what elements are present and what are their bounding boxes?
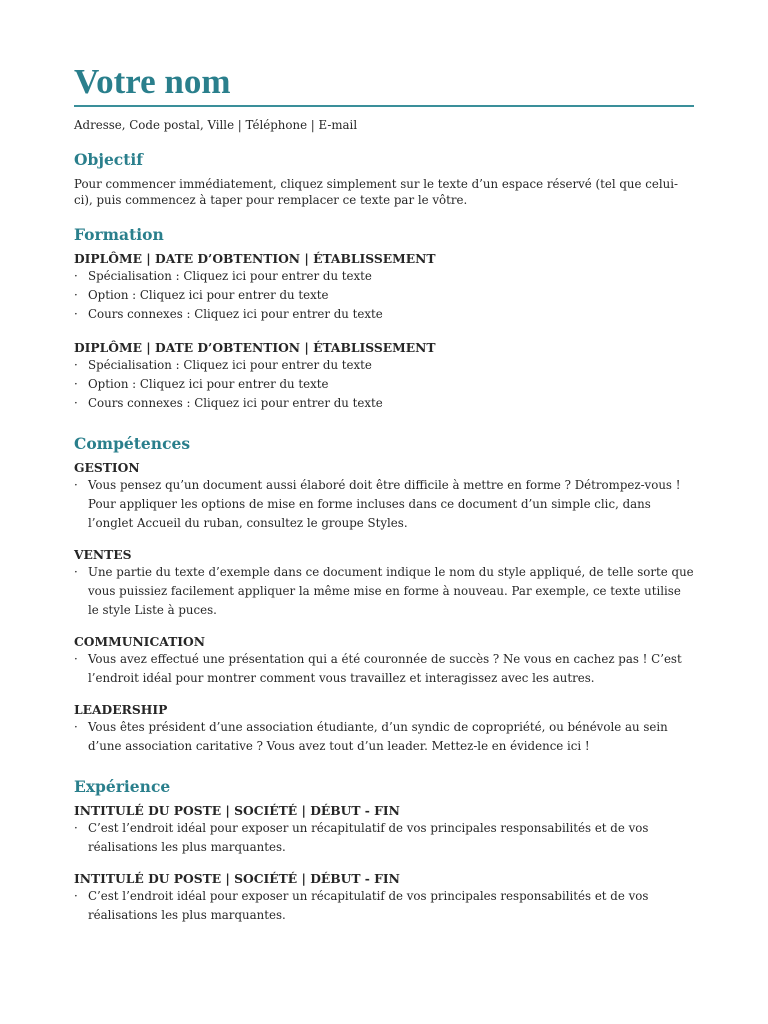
competence-entry: [74, 634, 694, 688]
section-experience: [74, 777, 694, 925]
bullet-icon: ·: [74, 652, 78, 666]
objectif-text: Pour commencer immédiatement, cliquez simplement sur le texte d’un espace réservé (tel que celui-ci), puis commencez à taper pour remplacer ce texte par le vôtre.: [74, 177, 678, 207]
experience-bullet-list: [74, 887, 694, 925]
list-item-text: C’est l’endroit idéal pour exposer un récapitulatif de vos principales responsabilités et de vos réalisations les plus marquantes.: [88, 889, 649, 922]
bullet-icon: ·: [74, 478, 78, 492]
bullet-icon: ·: [74, 269, 78, 283]
bullet-icon: ·: [74, 821, 78, 835]
list-item: [74, 267, 694, 286]
bullet-icon: ·: [74, 565, 78, 579]
list-item: [74, 286, 694, 305]
list-item: [74, 305, 694, 324]
section-title-experience: Expérience: [74, 777, 171, 796]
list-item-text: Spécialisation : Cliquez ici pour entrer du texte: [88, 269, 372, 283]
list-item: [74, 718, 694, 756]
bullet-icon: ·: [74, 307, 78, 321]
competence-entry: [74, 460, 694, 533]
list-item-text: C’est l’endroit idéal pour exposer un récapitulatif de vos principales responsabilités et de vos réalisations les plus marquantes.: [88, 821, 649, 854]
experience-title: INTITULÉ DU POSTE | SOCIÉTÉ | DÉBUT - FIN: [74, 803, 400, 818]
competence-bullet-list: [74, 563, 694, 620]
contact-line: Adresse, Code postal, Ville | Téléphone | E-mail: [74, 118, 358, 132]
list-item-text: Vous pensez qu’un document aussi élaboré doit être difficile à mettre en forme ? Détrompez-vous ! Pour appliquer les options de mise en forme incluses dans ce document d’un simple clic, dans l’onglet Accueil du ruban, consultez le groupe Styles.: [88, 478, 681, 530]
list-item-text: Option : Cliquez ici pour entrer du texte: [88, 288, 329, 302]
list-item-text: Cours connexes : Cliquez ici pour entrer du texte: [88, 396, 383, 410]
list-item-text: Cours connexes : Cliquez ici pour entrer du texte: [88, 307, 383, 321]
formation-entry-title: DIPLÔME | DATE D’OBTENTION | ÉTABLISSEMENT: [74, 340, 436, 355]
resume-content: [74, 60, 694, 925]
formation-bullet-list: [74, 267, 694, 324]
list-item: [74, 476, 694, 533]
bullet-icon: ·: [74, 889, 78, 903]
list-item: [74, 650, 694, 688]
list-item-text: Vous êtes président d’une association étudiante, d’un syndic de copropriété, ou bénévole au sein d’une association caritative ? Vous avez tout d’un leader. Mettez-le en évidence ici !: [88, 720, 668, 753]
list-item: [74, 375, 694, 394]
list-item: [74, 819, 694, 857]
bullet-icon: ·: [74, 288, 78, 302]
section-objectif: [74, 150, 694, 208]
list-item-text: Une partie du texte d’exemple dans ce document indique le nom du style appliqué, de telle sorte que vous puissiez facilement appliquer la même mise en forme à nouveau. Par exemple, ce texte utilise le style Liste à puces.: [88, 565, 694, 617]
resume-name: Votre nom: [74, 62, 231, 101]
competence-title: LEADERSHIP: [74, 702, 168, 717]
section-title-objectif: Objectif: [74, 150, 143, 169]
competence-bullet-list: [74, 650, 694, 688]
competence-entry: [74, 547, 694, 620]
header-rule: [74, 105, 694, 107]
experience-entry: [74, 871, 694, 925]
section-formation: [74, 225, 694, 413]
competence-bullet-list: [74, 476, 694, 533]
section-title-formation: Formation: [74, 225, 164, 244]
section-title-competences: Compétences: [74, 434, 191, 453]
competence-bullet-list: [74, 718, 694, 756]
formation-bullet-list: [74, 356, 694, 413]
list-item-text: Vous avez effectué une présentation qui a été couronnée de succès ? Ne vous en cachez pas ! C’est l’endroit idéal pour montrer comment vous travaillez et interagissez avec les autres.: [88, 652, 682, 685]
formation-entry: [74, 340, 694, 413]
competence-title: GESTION: [74, 460, 140, 475]
list-item: [74, 394, 694, 413]
bullet-icon: ·: [74, 377, 78, 391]
list-item: [74, 356, 694, 375]
bullet-icon: ·: [74, 720, 78, 734]
section-competences: [74, 434, 694, 756]
list-item: [74, 563, 694, 620]
list-item: [74, 887, 694, 925]
experience-title: INTITULÉ DU POSTE | SOCIÉTÉ | DÉBUT - FIN: [74, 871, 400, 886]
bullet-icon: ·: [74, 396, 78, 410]
competence-entry: [74, 702, 694, 756]
formation-entry-title: DIPLÔME | DATE D’OBTENTION | ÉTABLISSEMENT: [74, 251, 436, 266]
formation-entry: [74, 251, 694, 324]
list-item-text: Option : Cliquez ici pour entrer du texte: [88, 377, 329, 391]
experience-entry: [74, 803, 694, 857]
bullet-icon: ·: [74, 358, 78, 372]
list-item-text: Spécialisation : Cliquez ici pour entrer du texte: [88, 358, 372, 372]
experience-bullet-list: [74, 819, 694, 857]
competence-title: VENTES: [74, 547, 132, 562]
competence-title: COMMUNICATION: [74, 634, 205, 649]
